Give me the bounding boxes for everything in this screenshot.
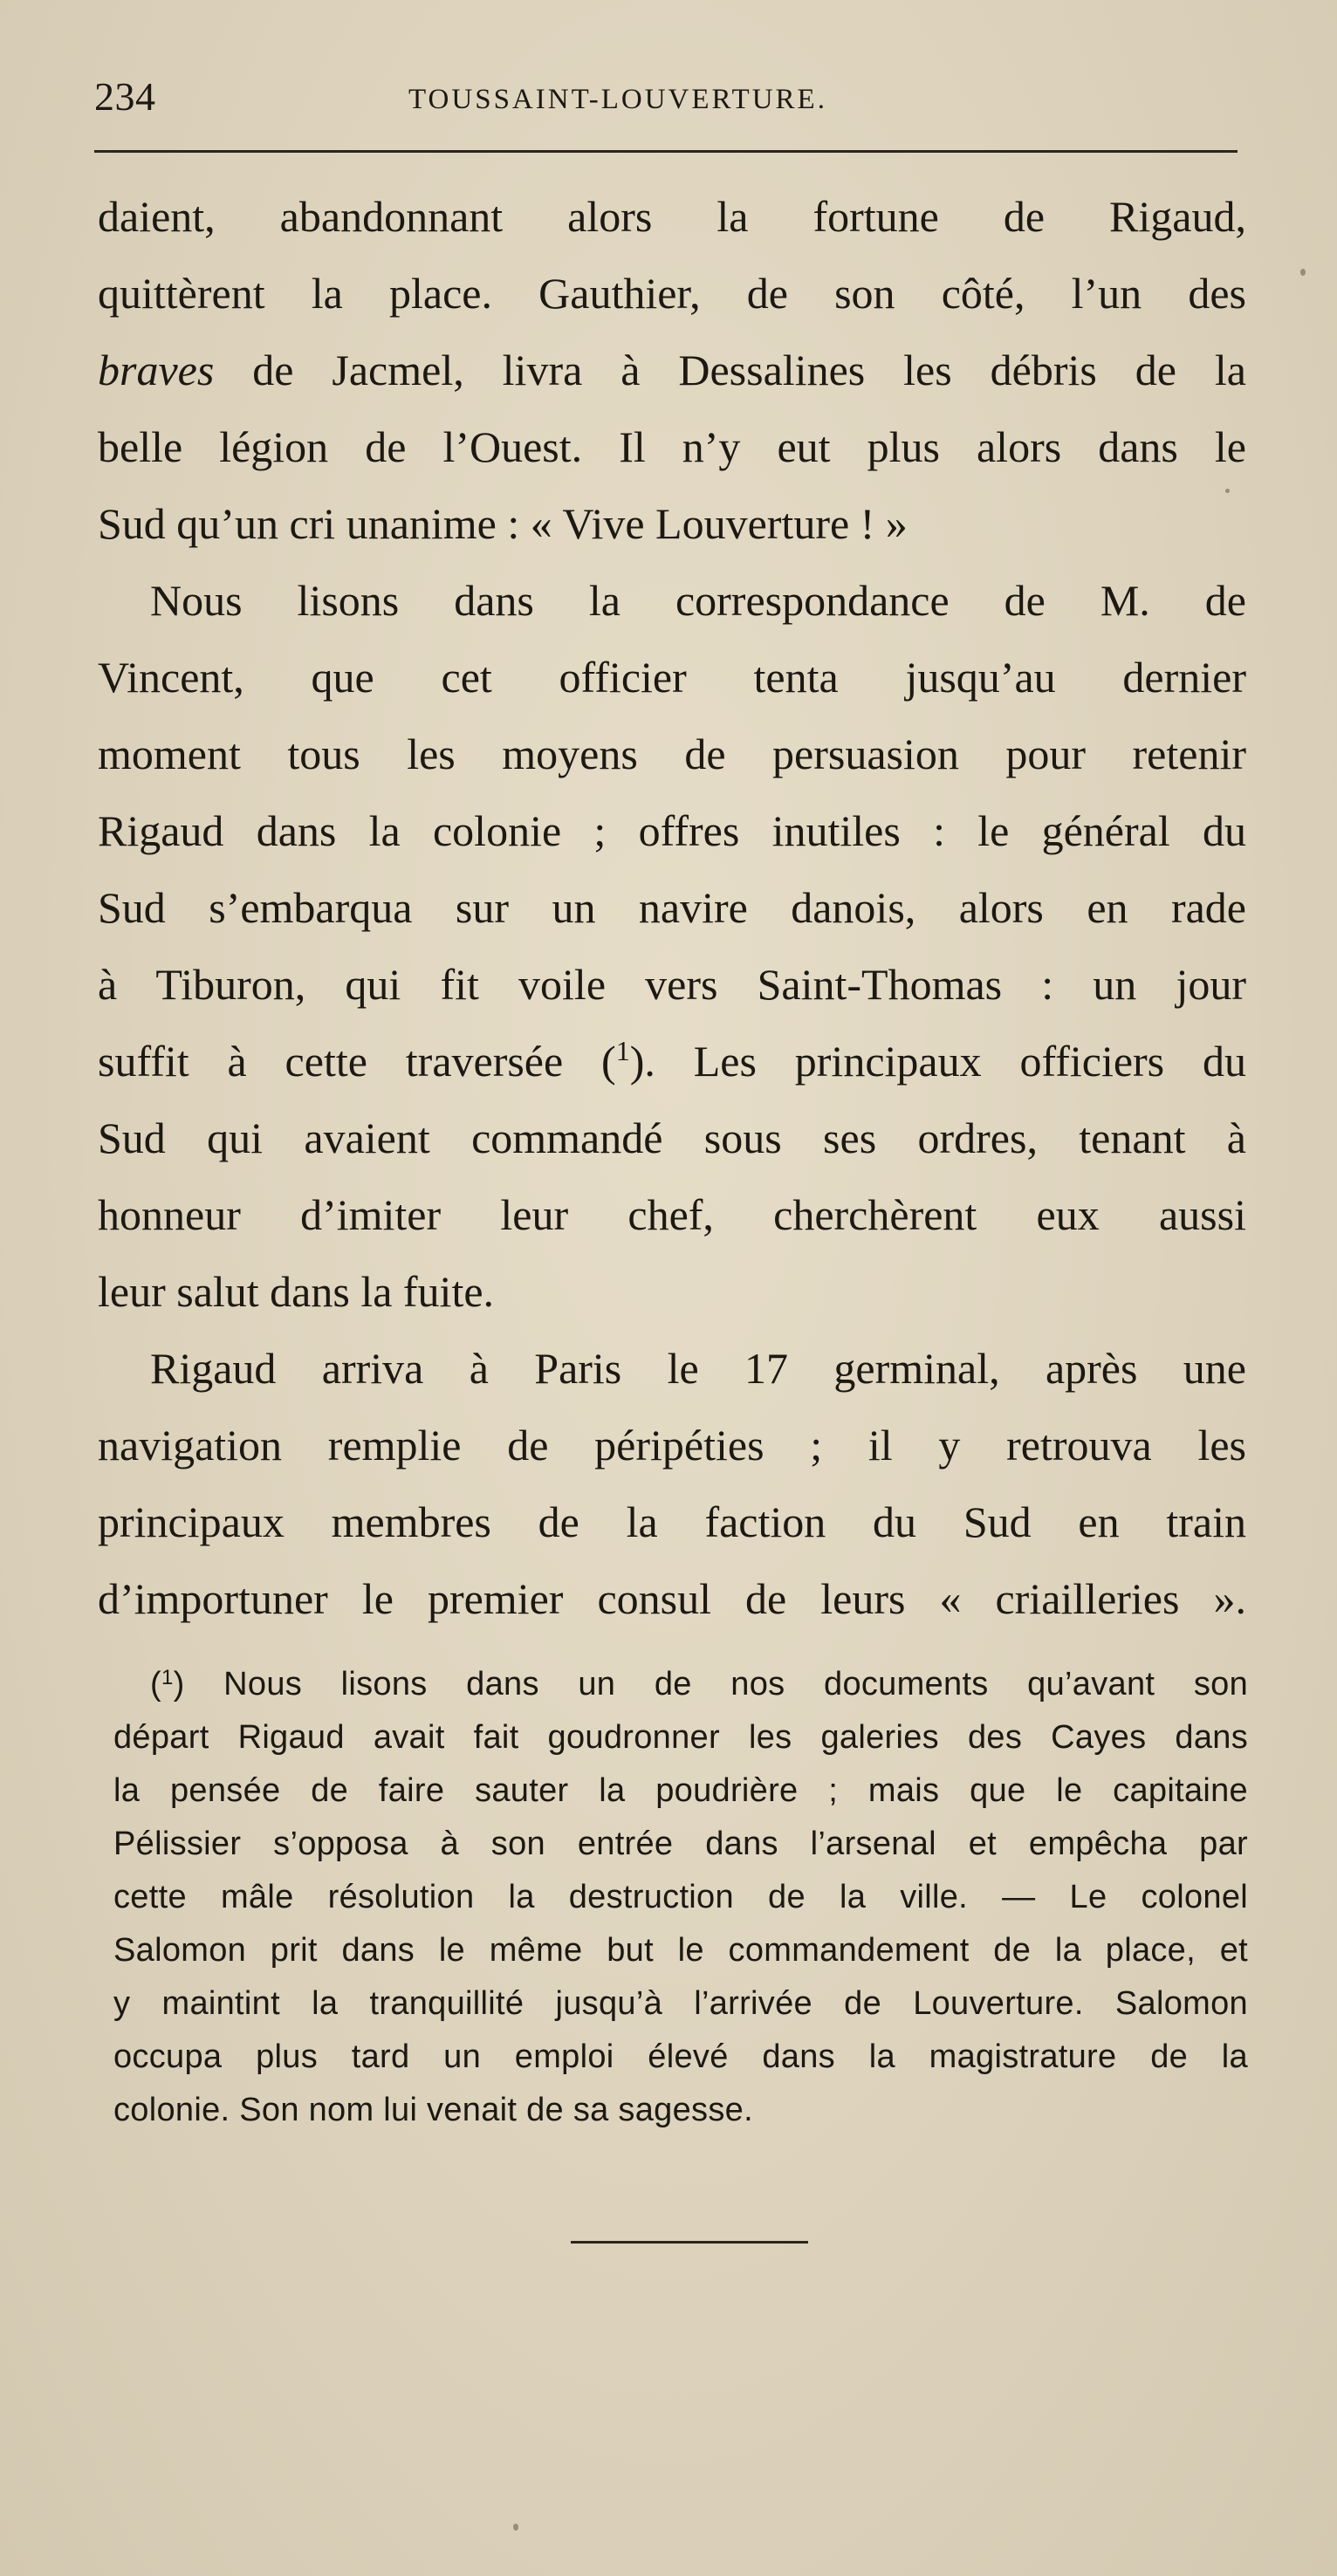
page-header: [94, 70, 1238, 122]
footnote-marker: 1: [161, 1666, 174, 1689]
footnote-line-4: Pélissier s’opposa à son entrée dans l’arsenal et empêcha par: [113, 1826, 1248, 1862]
page-number: 234: [94, 74, 156, 119]
header-rule: [94, 150, 1238, 153]
text-line-14: honneur d’imiter leur chef, cherchèrent eux aussi: [98, 1190, 1246, 1239]
footnote-line-8: occupa plus tard un emploi élevé dans la magistrature de la: [113, 2038, 1248, 2075]
text-line-8: moment tous les moyens de persuasion pour retenir: [98, 730, 1246, 778]
footnote-line-1: [113, 1658, 1248, 1711]
text-line-3: [98, 332, 1246, 408]
footnote-open-paren: (: [150, 1666, 161, 1702]
end-rule: [571, 2241, 808, 2244]
text-line-1: daient, abandonnant alors la fortune de Rigaud,: [98, 192, 1246, 241]
text-line-19: d’importuner le premier consul de leurs « criailleries ».: [98, 1574, 1246, 1623]
footnote-line-2: départ Rigaud avait fait goudronner les galeries des Cayes dans: [113, 1719, 1248, 1756]
footnote-line-9: colonie. Son nom lui venait de sa sagesse.: [113, 2092, 753, 2128]
paper-speck: [513, 2524, 518, 2531]
footnote-line-6: Salomon prit dans le même but le commandement de la place, et: [113, 1932, 1248, 1969]
footnote-line-5: cette mâle résolution la destruction de la ville. — Le colonel: [113, 1879, 1248, 1915]
text-line-3-rest: de Jacmel, livra à Dessalines les débris de la: [252, 346, 1247, 394]
text-line-17: navigation remplie de péripéties ; il y retrouva les: [98, 1421, 1246, 1470]
italic-word: braves: [98, 346, 215, 394]
text-line-9: Rigaud dans la colonie ; offres inutiles : le général du: [98, 806, 1246, 855]
text-line-12-start: suffit à cette traversée (: [98, 1037, 616, 1086]
text-line-11: à Tiburon, qui fit voile vers Saint-Thomas : un jour: [98, 960, 1246, 1009]
text-line-12: [98, 1023, 1246, 1100]
footnote-line-1-text: ) Nous lisons dans un de nos documents qu’avant son: [173, 1666, 1248, 1702]
text-line-12-end: ). Les principaux officiers du: [629, 1037, 1246, 1086]
footnote-line-3: la pensée de faire sauter la poudrière ; mais que le capitaine: [113, 1772, 1248, 1809]
text-line-7: Vincent, que cet officier tenta jusqu’au dernier: [98, 653, 1246, 702]
paper-speck: [1225, 489, 1230, 493]
body-text: [98, 178, 1246, 1637]
paper-speck: [1300, 269, 1306, 276]
running-title: TOUSSAINT-LOUVERTURE.: [408, 84, 827, 115]
text-line-15: leur salut dans la fuite.: [98, 1267, 495, 1316]
text-line-5: Sud qu’un cri unanime : « Vive Louverture ! »: [98, 499, 908, 548]
footnote-reference[interactable]: 1: [615, 1035, 630, 1066]
footnotes: [113, 1658, 1248, 2137]
text-line-10: Sud s’embarqua sur un navire danois, alors en rade: [98, 883, 1246, 932]
text-line-4: belle légion de l’Ouest. Il n’y eut plus alors dans le: [98, 422, 1246, 471]
text-line-6: Nous lisons dans la correspondance de M. de: [150, 576, 1246, 625]
text-line-13: Sud qui avaient commandé sous ses ordres, tenant à: [98, 1113, 1246, 1162]
text-line-18: principaux membres de la faction du Sud en train: [98, 1497, 1246, 1546]
text-line-16: Rigaud arriva à Paris le 17 germinal, après une: [150, 1344, 1246, 1393]
text-line-2: quittèrent la place. Gauthier, de son côté, l’un des: [98, 269, 1246, 318]
footnote-line-7: y maintint la tranquillité jusqu’à l’arrivée de Louverture. Salomon: [113, 1985, 1248, 2022]
